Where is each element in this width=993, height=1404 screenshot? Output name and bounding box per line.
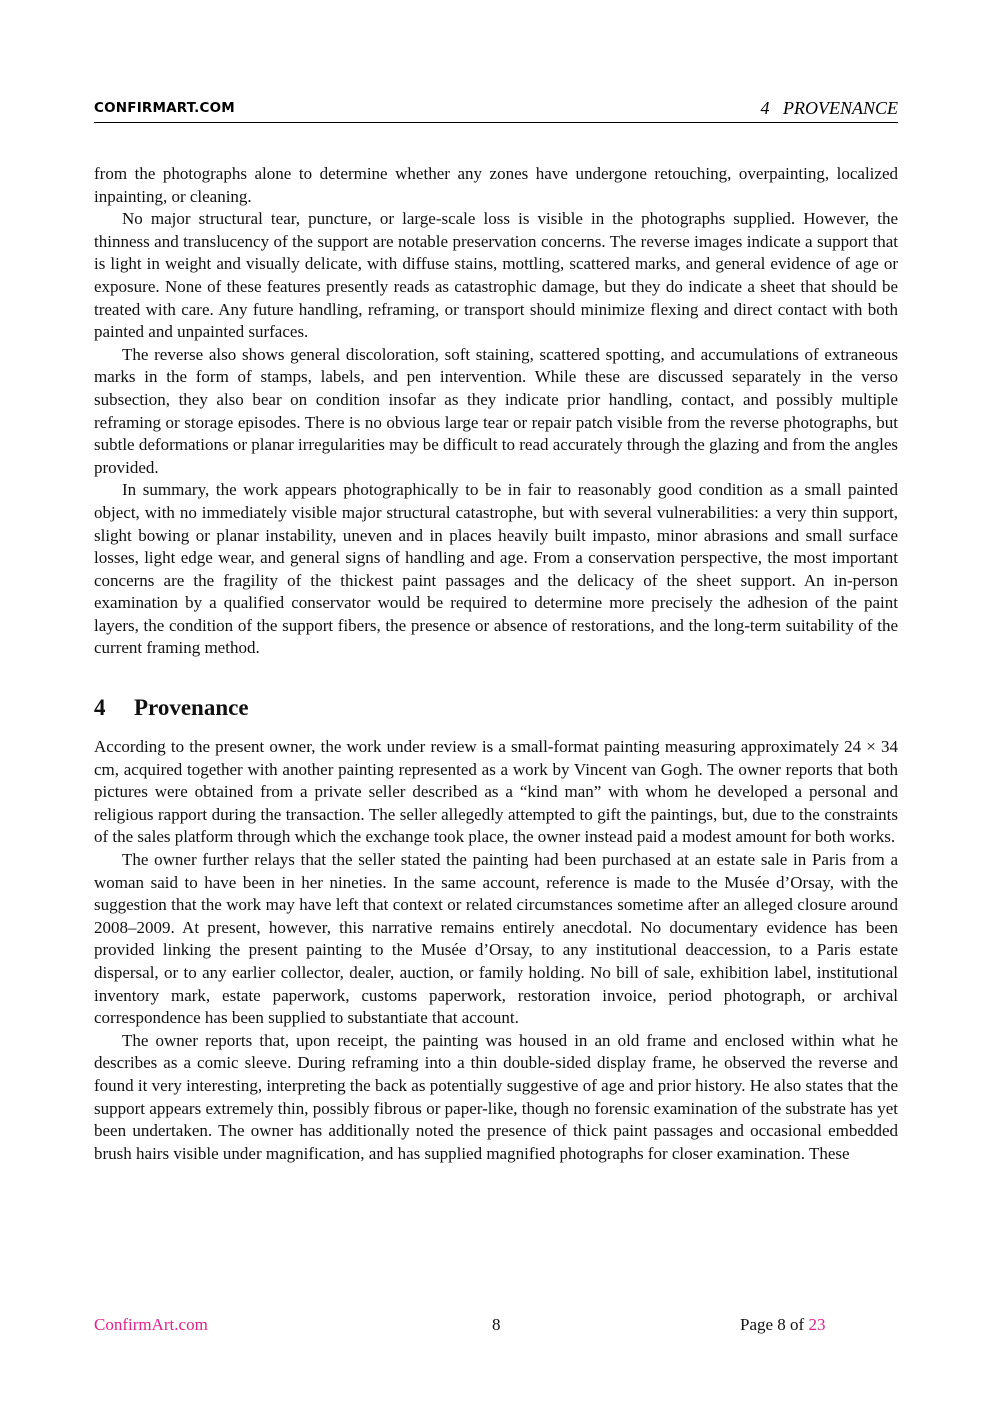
header-running-title — [761, 98, 899, 119]
section-number: 4 — [94, 695, 106, 721]
header-section-number: 4 — [760, 98, 770, 118]
body-paragraph: The reverse also shows general discoloration, soft staining, scattered spotting, and accumulations of extraneous marks in the form of stamps, labels, and pen intervention. While these are discussed separately in the verso subsection, they also bear on condition insofar as they indicate prior handling, contact, and possibly multiple reframing or storage episodes. There is no obvious large tear or repair patch visible from the reverse photographs, but subtle deformations or planar irregularities may be difficult to read accurately through the glazing and from the angles provided. — [94, 344, 898, 477]
body-paragraph: According to the present owner, the work under review is a small-format painting measuring approximately 24 × 34 cm, acquired together with another painting represented as a work by Vincent van Gogh. The owner reports that both pictures were obtained from a private seller described as a “kind man” with whom he developed a personal and religious rapport during the transaction. The seller allegedly attempted to gift the paintings, but, due to the constraints of the sales platform through which the exchange took place, the owner instead paid a modest amount for both works. — [94, 737, 898, 847]
body-paragraph: The owner further relays that the seller stated the painting had been purchased at an estate sale in Paris from a woman said to have been in her nineties. In the same account, reference is made to the Musée d’Orsay, with the suggestion that the work may have left that context or related circumstances sometime after an alleged closure around 2008–2009. At present, however, this narrative remains entirely anecdotal. No documentary evidence has been provided linking the present painting to the Musée d’Orsay, to any institutional deaccession, to a Paris estate dispersal, or to any earlier collector, dealer, auction, or family holding. No bill of sale, exhibition label, institutional inventory mark, estate paperwork, customs paperwork, restoration invoice, period photograph, or archival correspondence has been supplied to substantiate that account. — [94, 850, 898, 1028]
section-title: Provenance — [134, 695, 249, 721]
body-paragraph: from the photographs alone to determine whether any zones have undergone retouching, overpainting, localized inpainting, or cleaning. — [94, 164, 898, 206]
footer-page-number: 8 — [492, 1315, 501, 1334]
section-heading — [94, 694, 898, 722]
footer-page-total-link[interactable]: 23 — [808, 1315, 826, 1334]
page-header — [94, 98, 898, 123]
page-body — [94, 163, 898, 1165]
body-paragraph: The owner reports that, upon receipt, the painting was housed in an old frame and enclosed within what he describes as a comic sleeve. During reframing into a thin double-sided display frame, he observed the reverse and found it very interesting, interpreting the back as potentially suggestive of age and prior history. He also states that the support appears extremely thin, possibly fibrous or paper-like, though no forensic examination of the substrate has yet been undertaken. The owner has additionally noted the presence of thick paint passages and occasional embedded brush hairs visible under magnification, and has supplied magnified photographs for closer examination. These — [94, 1030, 898, 1163]
body-paragraph: No major structural tear, puncture, or large-scale loss is visible in the photographs supplied. However, the thinness and translucency of the support are notable preservation concerns. The reverse images indicate a support that is light in weight and visually delicate, with diffuse stains, mottling, scattered marks, and general evidence of age or exposure. None of these features presently reads as catastrophic damage, but they do indicate a sheet that should be treated with care. Any future handling, reframing, or transport should minimize flexing and direct contact with both painted and unpainted surfaces. — [94, 209, 898, 342]
header-brand: CONFIRMART.COM — [94, 100, 235, 116]
header-section-title: PROVENANCE — [783, 98, 898, 118]
footer-website-link[interactable]: ConfirmArt.com — [94, 1315, 208, 1334]
footer-pagination — [740, 1315, 825, 1335]
page-footer — [94, 1315, 898, 1339]
body-paragraph: In summary, the work appears photographically to be in fair to reasonably good condition as a small painted object, with no immediately visible major structural catastrophe, but with several vulnerabilities: a very thin support, slight bowing or planar instability, uneven and in places heavily built impasto, minor abrasions and small surface losses, light edge wear, and general signs of handling and age. From a conservation perspective, the most important concerns are the fragility of the thickest paint passages and the delicacy of the sheet support. An in-person examination by a qualified conservator would be required to determine more precisely the adhesion of the paint layers, the condition of the support fibers, the presence or absence of restorations, and the long-term suitability of the current framing method. — [94, 480, 898, 658]
footer-page-prefix: Page 8 of — [740, 1315, 805, 1334]
